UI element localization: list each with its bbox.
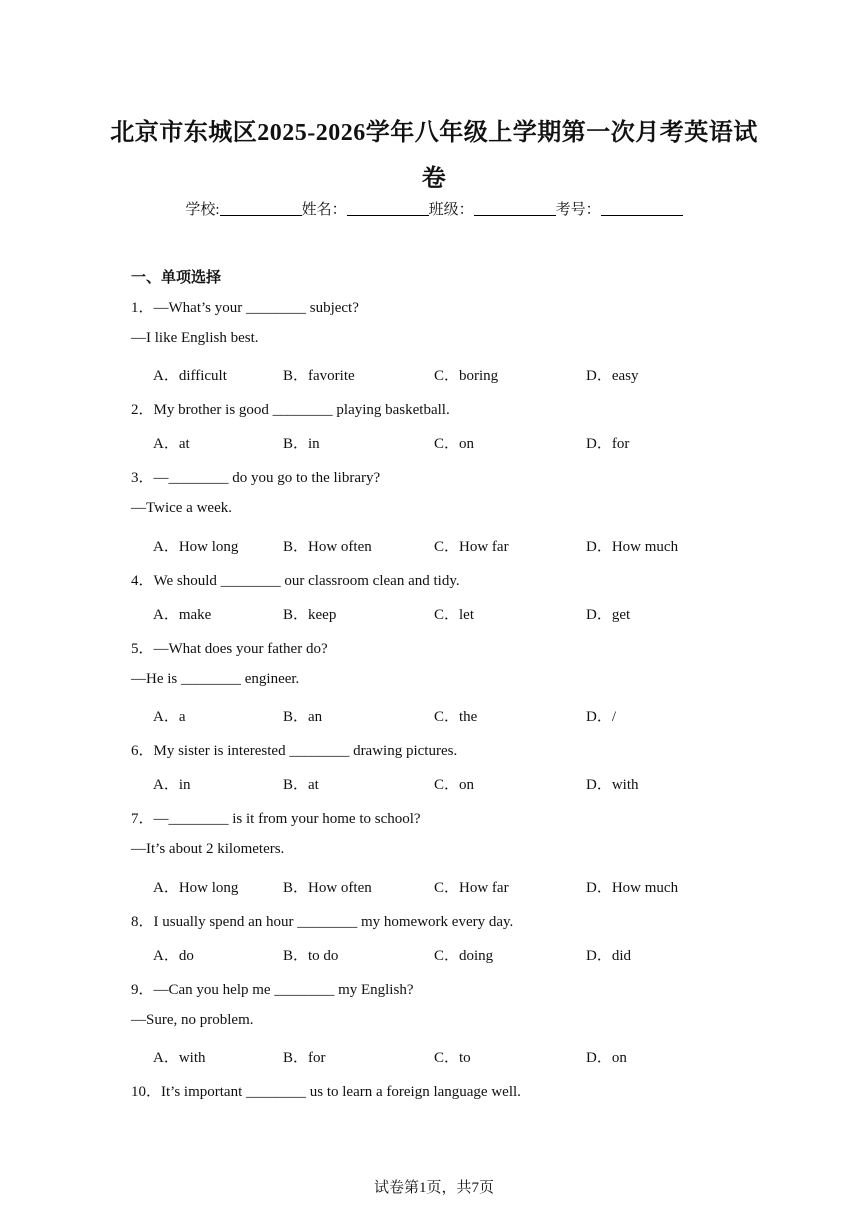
question-8-option-c: C．doing <box>434 948 494 964</box>
question-3-option-a: A．How long <box>153 539 239 555</box>
question-7-option-b: B．How often <box>283 880 372 896</box>
question-2-option-c: C．on <box>434 436 475 452</box>
question-1-stem: 1．—What’s your ________ subject? <box>131 300 359 316</box>
question-9-option-c: C．to <box>434 1050 471 1066</box>
question-1-option-d: D．easy <box>586 368 639 384</box>
question-3-stem: 3．—________ do you go to the library? <box>131 470 381 486</box>
question-6-option-a: A．in <box>153 777 191 793</box>
document-title-line-1: 北京市东城区2025-2026学年八年级上学期第一次月考英语试 <box>110 120 758 146</box>
question-8-option-d: D．did <box>586 948 632 964</box>
question-9-option-a: A．with <box>153 1050 206 1066</box>
question-3-option-d: D．How much <box>586 539 679 555</box>
number-blank <box>601 200 683 216</box>
question-4-option-d: D．get <box>586 607 631 623</box>
question-4-option-a: A．make <box>153 607 212 623</box>
question-3-reply: —Twice a week. <box>131 500 232 516</box>
question-9-option-d: D．on <box>586 1050 627 1066</box>
question-7-stem: 7．—________ is it from your home to school? <box>131 811 421 827</box>
question-1-option-c: C．boring <box>434 368 499 384</box>
question-9-reply: —Sure, no problem. <box>131 1012 254 1028</box>
student-info-line <box>0 198 868 219</box>
question-9-stem: 9．—Can you help me ________ my English? <box>131 982 414 998</box>
name-label: 姓名： <box>301 202 347 218</box>
question-7-option-c: C．How far <box>434 880 509 896</box>
question-6-option-b: B．at <box>283 777 319 793</box>
document-title-line-2: 卷 <box>421 166 447 192</box>
class-label: 班级： <box>428 202 474 218</box>
question-9-option-b: B．for <box>283 1050 326 1066</box>
question-8-option-b: B．to do <box>283 948 339 964</box>
question-5-option-a: A．a <box>153 709 186 725</box>
question-5-option-c: C．the <box>434 709 478 725</box>
question-5-stem: 5．—What does your father do? <box>131 641 328 657</box>
school-blank <box>220 200 302 216</box>
question-3-option-b: B．How often <box>283 539 372 555</box>
question-4-option-b: B．keep <box>283 607 337 623</box>
question-7-option-a: A．How long <box>153 880 239 896</box>
number-label: 考号： <box>555 202 601 218</box>
question-8-option-a: A．do <box>153 948 194 964</box>
section-title: 一、单项选择 <box>131 270 222 286</box>
question-2-option-a: A．at <box>153 436 190 452</box>
question-5-option-d: D．/ <box>586 709 617 725</box>
question-3-option-c: C．How far <box>434 539 509 555</box>
question-10-stem: 10．It’s important ________ us to learn a foreign language well. <box>131 1084 521 1100</box>
question-6-option-d: D．with <box>586 777 639 793</box>
question-2-option-d: D．for <box>586 436 630 452</box>
question-2-stem: 2．My brother is good ________ playing basketball. <box>131 402 450 418</box>
question-1-reply: —I like English best. <box>131 330 259 346</box>
question-5-reply: —He is ________ engineer. <box>131 671 300 687</box>
name-blank <box>347 200 429 216</box>
question-6-option-c: C．on <box>434 777 475 793</box>
school-label: 学校: <box>185 202 220 218</box>
question-7-reply: —It’s about 2 kilometers. <box>131 841 285 857</box>
question-1-option-b: B．favorite <box>283 368 355 384</box>
question-4-stem: 4．We should ________ our classroom clean and tidy. <box>131 573 460 589</box>
question-6-stem: 6．My sister is interested ________ drawing pictures. <box>131 743 458 759</box>
question-1-option-a: A．difficult <box>153 368 227 384</box>
question-2-option-b: B．in <box>283 436 320 452</box>
page-footer: 试卷第1页，共7页 <box>373 1180 494 1196</box>
question-8-stem: 8．I usually spend an hour ________ my homework every day. <box>131 914 514 930</box>
question-4-option-c: C．let <box>434 607 474 623</box>
question-5-option-b: B．an <box>283 709 323 725</box>
class-blank <box>474 200 556 216</box>
question-7-option-d: D．How much <box>586 880 679 896</box>
